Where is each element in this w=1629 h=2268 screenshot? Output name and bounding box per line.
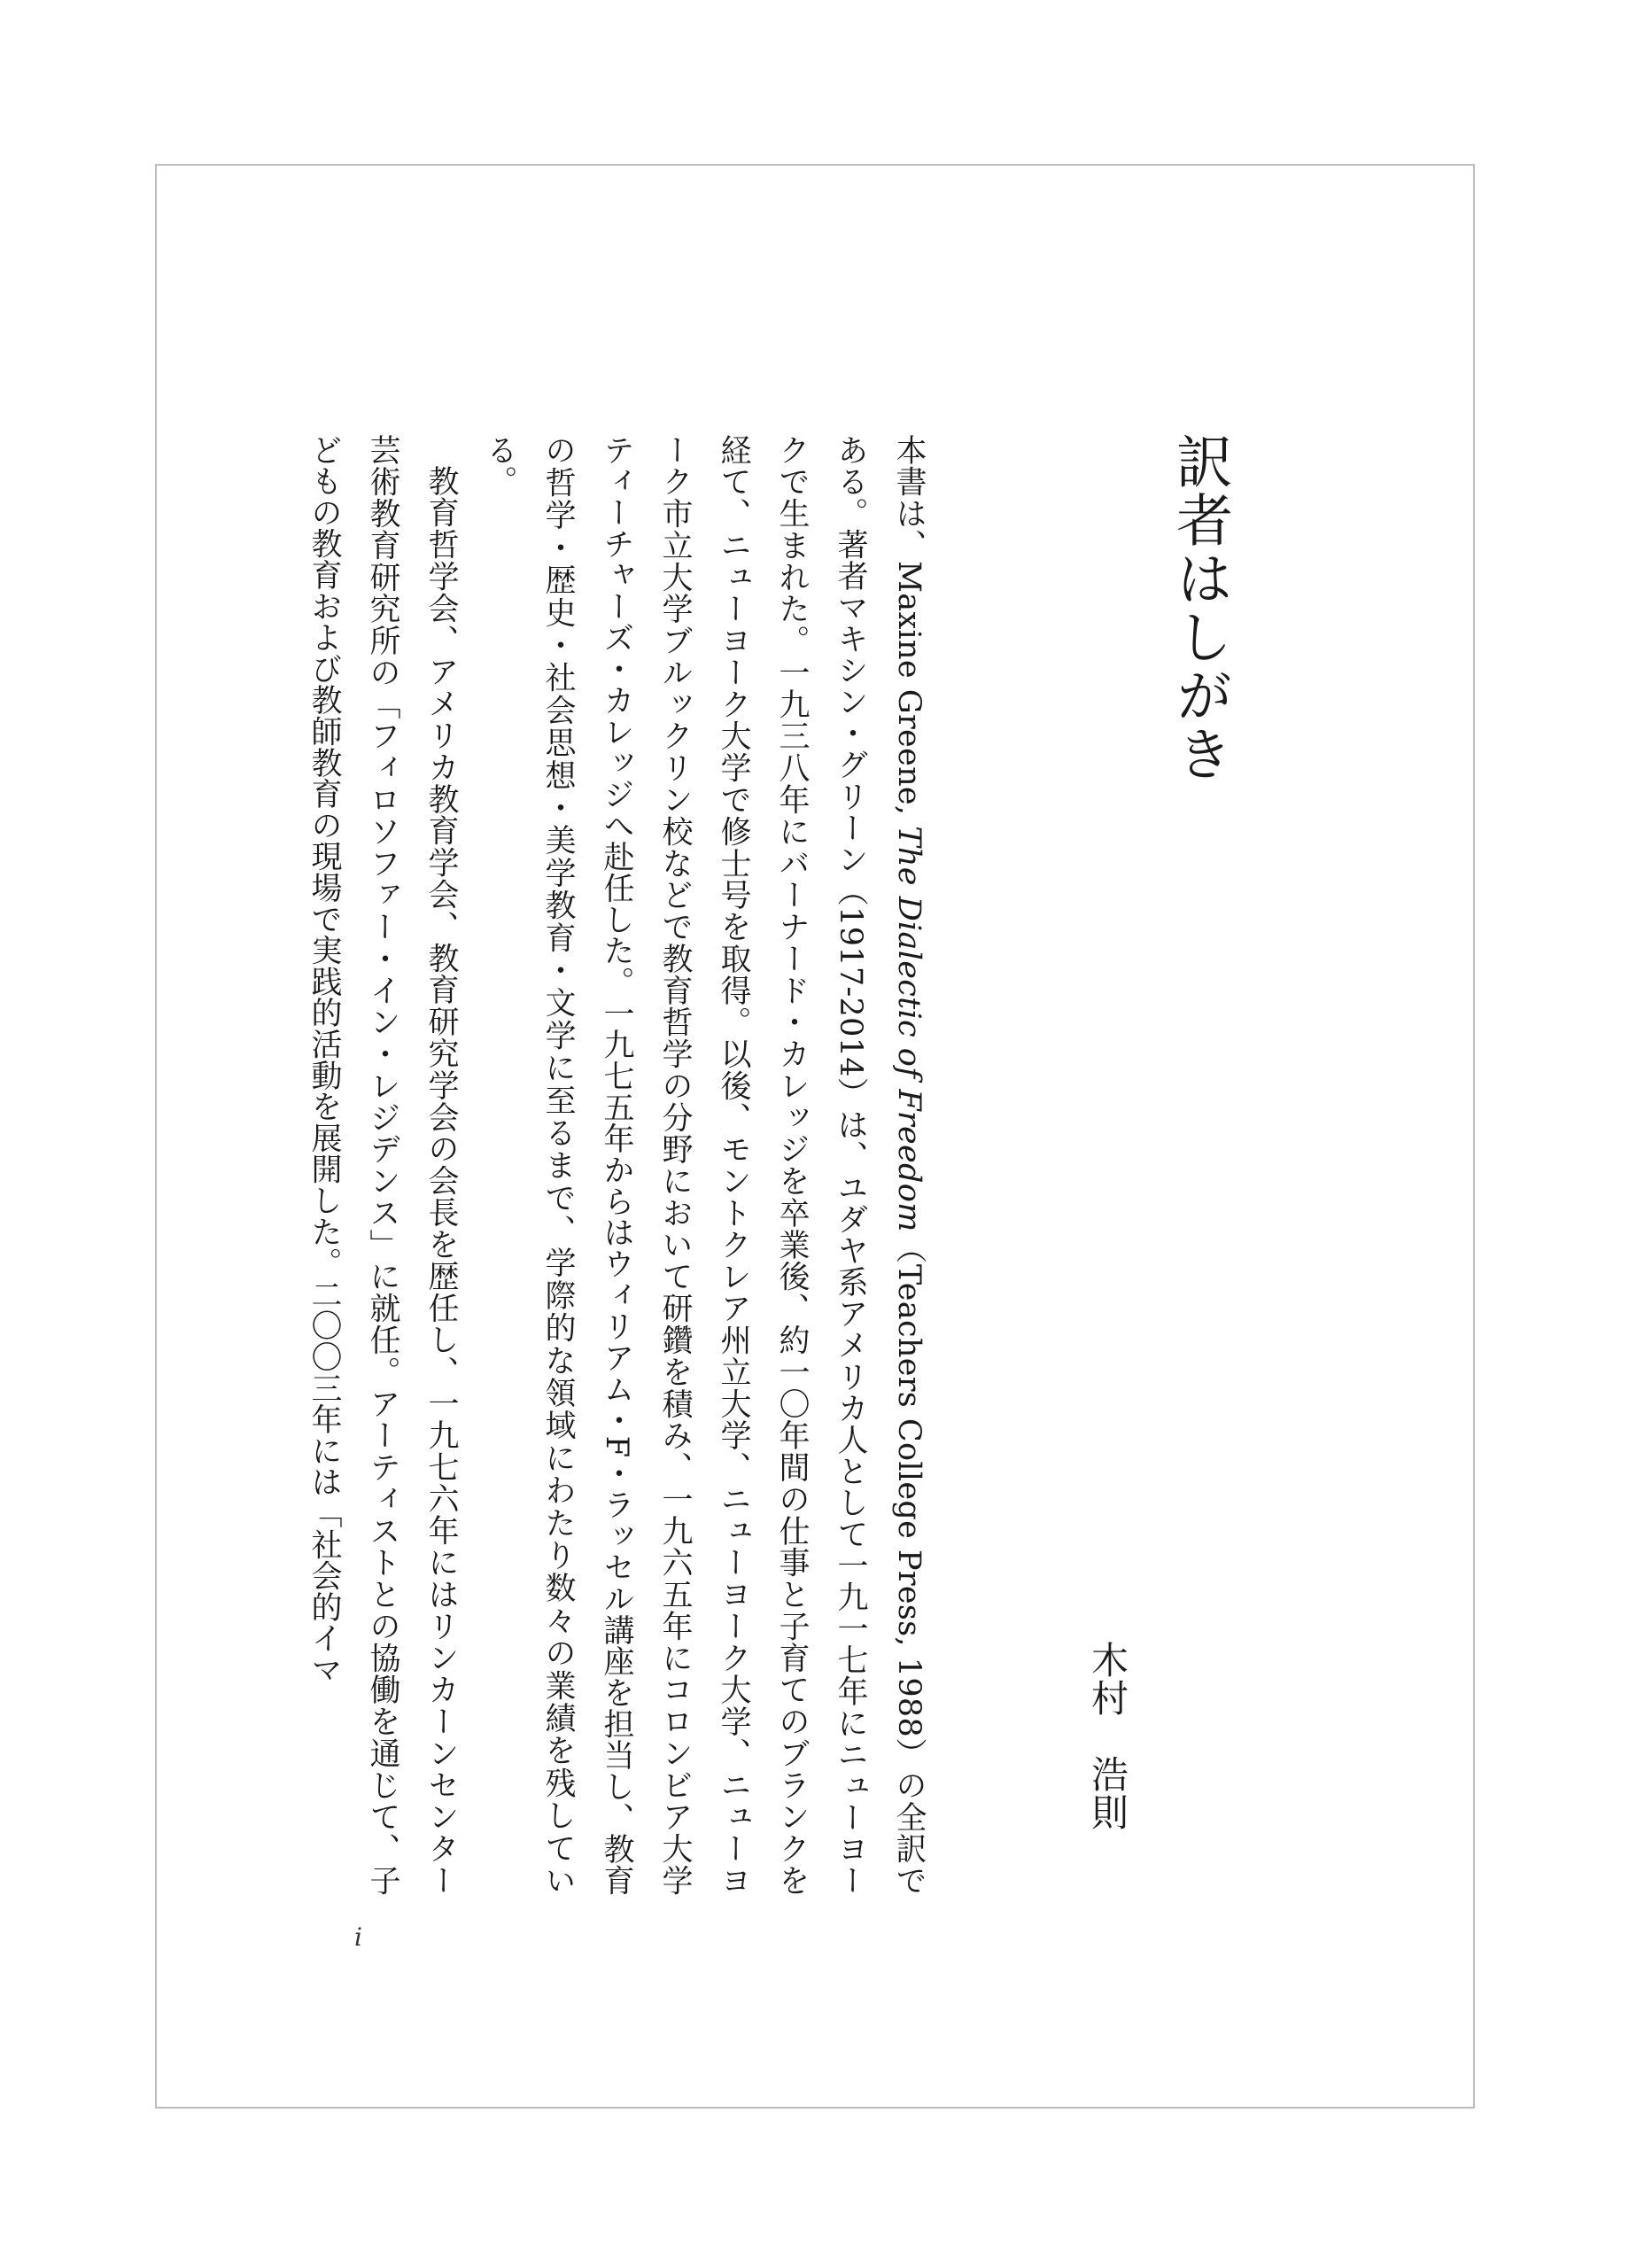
paragraph-1-text-a: 本書は、Maxine Greene, bbox=[891, 434, 927, 827]
book-title: The Dialectic of Freedom bbox=[891, 826, 927, 1232]
author-name: 木村 浩則 bbox=[1086, 1641, 1129, 1831]
page-title: 訳者はしがき bbox=[1167, 432, 1232, 783]
paragraph-1 bbox=[470, 434, 938, 1896]
paragraph-1-text-b: （Teachers College Press, 1988）の全訳である。著者マキシン・グリーン（1917-2014）は、ユダヤ系アメリカ人として一九一七年にニューヨークで生まれた。一九三八年にバーナード・カレッジを卒業後、約一〇年間の仕事と子育てのブランクを経て、ニューヨーク大学で修士号を取得。以後、モントクレア州立大学、ニューヨーク大学、ニューヨーク市立大学ブルックリン校などで教育哲学の分野において研鑽を積み、一九六五年にコロンビア大学ティーチャーズ・カレッジへ赴任した。一九七五年からはウィリアム・F・ラッセル講座を担当し、教育の哲学・歴史・社会思想・美学教育・文学に至るまで、学際的な領域にわたり数々の業績を残している。 bbox=[482, 434, 927, 1896]
paragraph-2: 教育哲学会、アメリカ教育学会、教育研究学会の会長を歴任し、一九七六年にはリンカーンセンター芸術教育研究所の「フィロソファー・イン・レジデンス」に就任。アーティストとの協働を通じて、子どもの教育および教師教育の現場で実践的活動を展開した。二〇〇三年には「社会的イマ bbox=[306, 434, 459, 1896]
body-text bbox=[295, 434, 938, 1896]
page-number: i bbox=[354, 1922, 362, 1952]
